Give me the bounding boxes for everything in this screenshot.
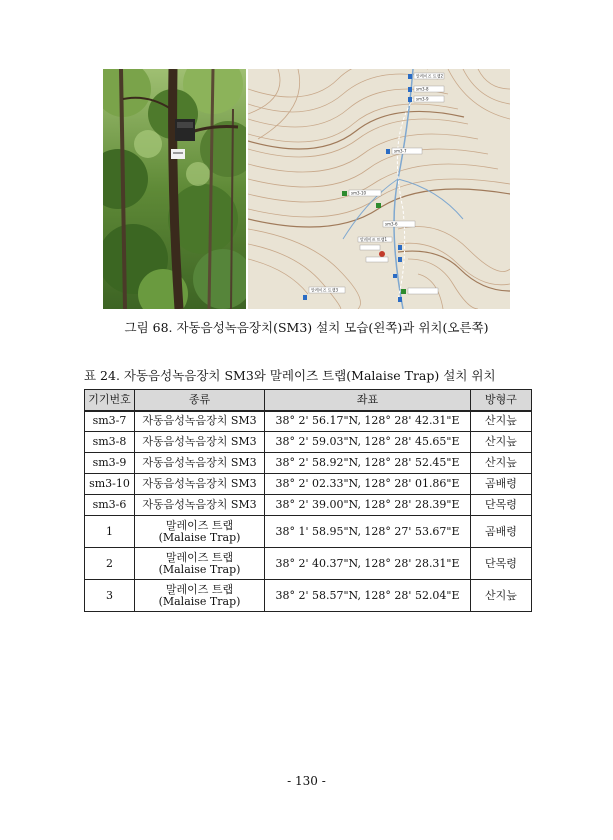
device-type-cell <box>135 516 265 548</box>
device-type-cell: 자동음성녹음장치 SM3 <box>135 474 265 495</box>
forest-photo-graphic <box>103 69 246 309</box>
installation-location-table <box>84 389 532 612</box>
device-type-cell: 자동음성녹음장치 SM3 <box>135 453 265 474</box>
map-label: sm3-8 <box>416 86 429 92</box>
device-id-cell: sm3-7 <box>85 411 135 432</box>
device-type-subname: (Malaise Trap) <box>158 594 241 608</box>
table-row <box>85 495 532 516</box>
map-label: 말레이즈 트랩3 <box>311 287 339 293</box>
device-location-map <box>248 69 510 309</box>
coordinate-cell: 38° 2' 58.92"N, 128° 28' 52.45"E <box>265 453 471 474</box>
map-label: sm3-6 <box>385 221 398 227</box>
device-type-subname: (Malaise Trap) <box>158 562 241 576</box>
quadrat-cell: 단목령 <box>471 548 532 580</box>
map-label: sm3-7 <box>394 148 407 154</box>
quadrat-cell: 산지늪 <box>471 411 532 432</box>
device-type-name: 말레이즈 트랩 <box>165 550 234 564</box>
page-number: - 130 - <box>287 774 326 788</box>
device-id-cell: sm3-6 <box>85 495 135 516</box>
map-label: sm3-10 <box>351 190 367 196</box>
quadrat-cell: 곰배령 <box>471 474 532 495</box>
device-type-subname: (Malaise Trap) <box>158 530 241 544</box>
recorder-installation-photo <box>103 69 246 309</box>
device-type-name: 말레이즈 트랩 <box>165 582 234 596</box>
coordinate-cell: 38° 2' 39.00"N, 128° 28' 28.39"E <box>265 495 471 516</box>
table-row <box>85 432 532 453</box>
device-type-cell <box>135 580 265 612</box>
quadrat-cell: 곰배령 <box>471 516 532 548</box>
header-coordinates: 좌표 <box>265 390 471 411</box>
device-id-cell: sm3-8 <box>85 432 135 453</box>
device-type-cell <box>135 548 265 580</box>
table-row <box>85 411 532 432</box>
device-type-cell: 자동음성녹음장치 SM3 <box>135 495 265 516</box>
figure-caption: 그림 68. 자동음성녹음장치(SM3) 설치 모습(왼쪽)과 위치(오른쪽) <box>124 320 489 335</box>
coordinate-cell: 38° 2' 02.33"N, 128° 28' 01.86"E <box>265 474 471 495</box>
device-id-cell: 1 <box>85 516 135 548</box>
map-label: 말레이즈 트랩1 <box>360 237 388 242</box>
table-row <box>85 453 532 474</box>
device-id-cell: sm3-10 <box>85 474 135 495</box>
quadrat-cell: 산지늪 <box>471 453 532 474</box>
device-id-cell: 2 <box>85 548 135 580</box>
table-caption: 표 24. 자동음성녹음장치 SM3와 말레이즈 트랩(Malaise Trap) 설치 위치 <box>84 368 496 383</box>
map-label: sm3-9 <box>416 96 429 102</box>
coordinate-cell: 38° 2' 56.17"N, 128° 28' 42.31"E <box>265 411 471 432</box>
table-row <box>85 474 532 495</box>
coordinate-cell: 38° 2' 40.37"N, 128° 28' 28.31"E <box>265 548 471 580</box>
device-type-cell: 자동음성녹음장치 SM3 <box>135 411 265 432</box>
map-label: 말레이즈 트랩2 <box>416 73 444 79</box>
header-type: 종류 <box>135 390 265 411</box>
table-row <box>85 580 532 612</box>
coordinate-cell: 38° 2' 58.57"N, 128° 28' 52.04"E <box>265 580 471 612</box>
topographic-map-graphic <box>248 69 510 309</box>
header-quadrat: 방형구 <box>471 390 532 411</box>
quadrat-cell: 산지늪 <box>471 580 532 612</box>
device-type-name: 말레이즈 트랩 <box>165 518 234 532</box>
coordinate-cell: 38° 1' 58.95"N, 128° 27' 53.67"E <box>265 516 471 548</box>
quadrat-cell: 단목령 <box>471 495 532 516</box>
device-type-cell: 자동음성녹음장치 SM3 <box>135 432 265 453</box>
quadrat-cell: 산지늪 <box>471 432 532 453</box>
table-row <box>85 548 532 580</box>
table-header-row <box>85 390 532 411</box>
header-device-number: 기기번호 <box>85 390 135 411</box>
coordinate-cell: 38° 2' 59.03"N, 128° 28' 45.65"E <box>265 432 471 453</box>
device-id-cell: sm3-9 <box>85 453 135 474</box>
device-id-cell: 3 <box>85 580 135 612</box>
table-row <box>85 516 532 548</box>
